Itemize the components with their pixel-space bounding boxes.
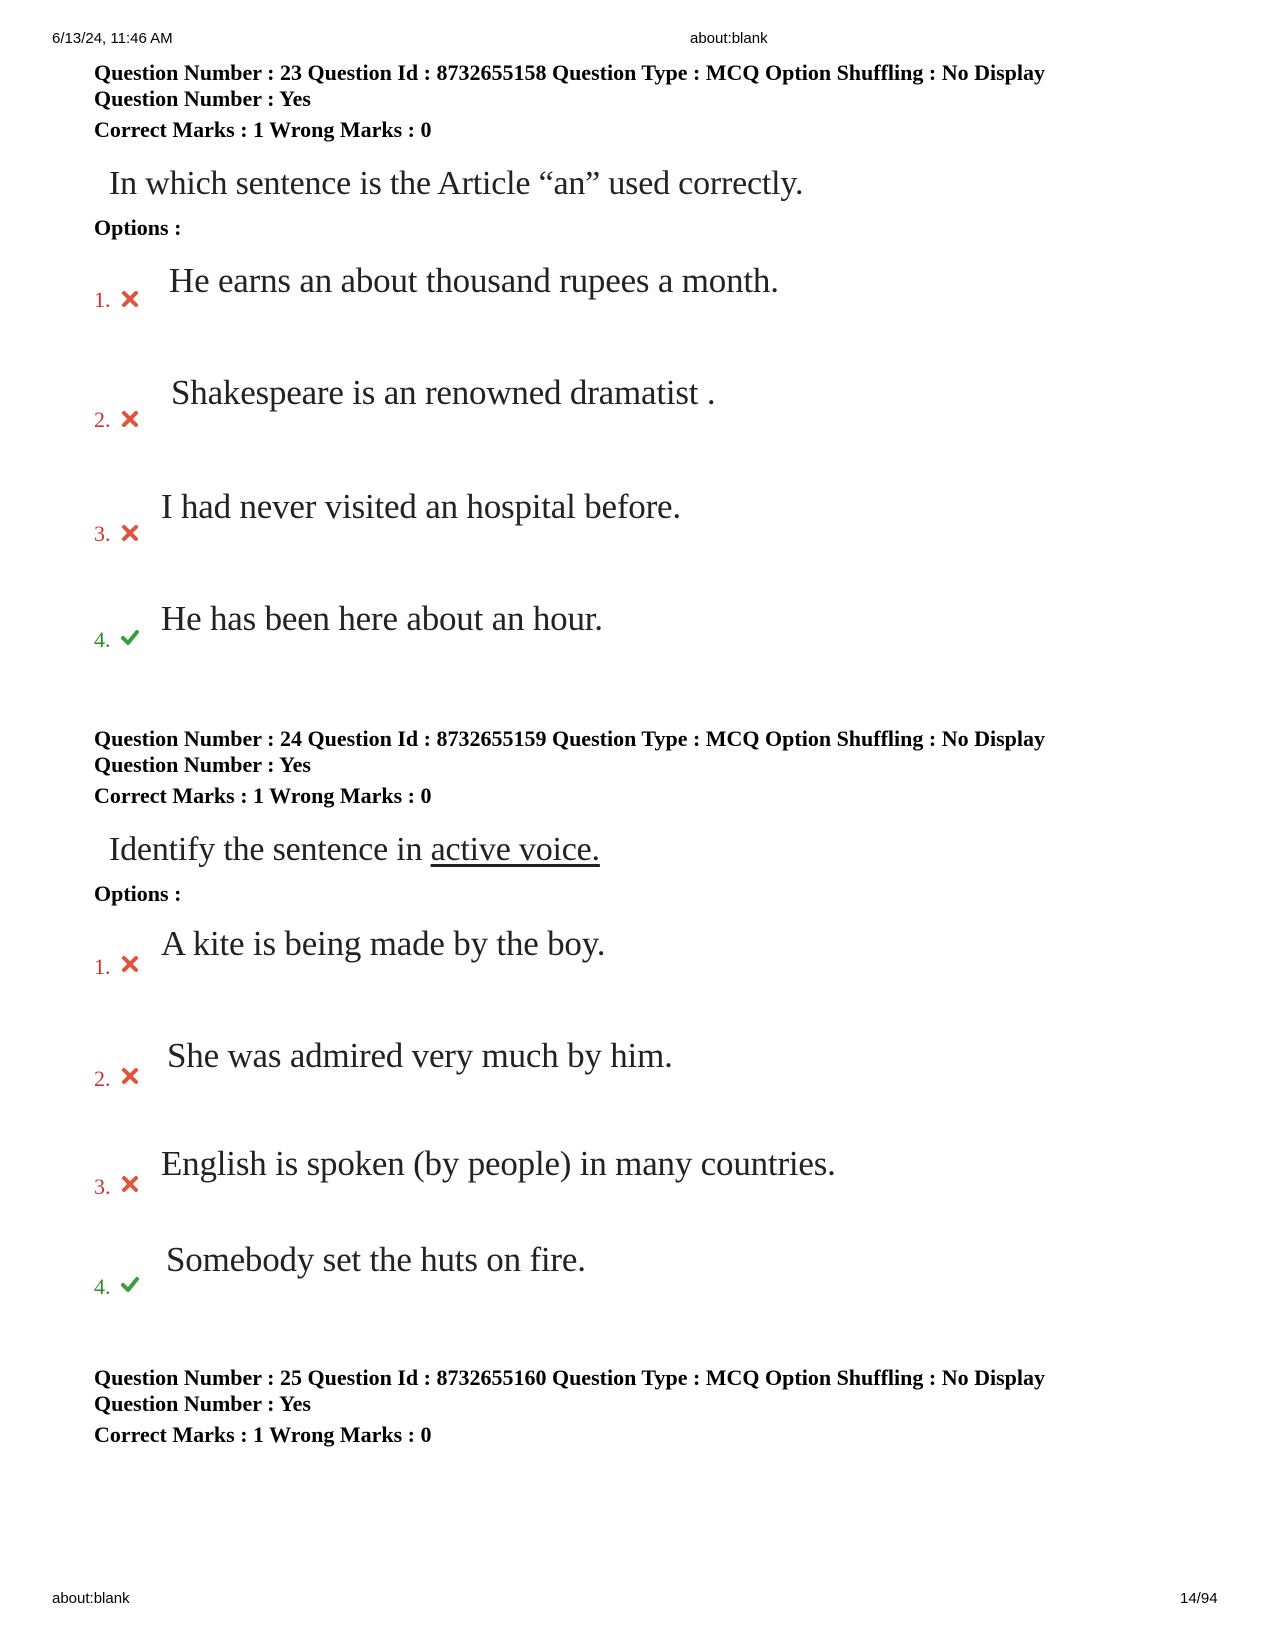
print-url: about:blank (52, 1590, 130, 1607)
cross-icon (120, 1066, 140, 1086)
option-text: He has been here about an hour. (161, 599, 603, 638)
question-25-block (94, 1365, 1214, 1448)
page-number: 14/94 (1180, 1590, 1218, 1607)
option-number: 3. (94, 1174, 111, 1199)
question-text-prefix: Identify the sentence in (109, 831, 431, 868)
question-meta-cont: Question Number : Yes (94, 752, 311, 777)
question-meta: Question Number : 24 Question Id : 8732655159 Question Type : MCQ Option Shuffling : No Display (94, 726, 1046, 751)
option-number: 2. (94, 1066, 111, 1091)
cross-icon (120, 289, 140, 309)
question-meta: Question Number : 23 Question Id : 8732655158 Question Type : MCQ Option Shuffling : No Display (94, 60, 1046, 85)
question-marks: Correct Marks : 1 Wrong Marks : 0 (94, 783, 432, 808)
question-24-block (94, 726, 1214, 907)
options-label: Options : (94, 881, 182, 906)
cross-icon (120, 1174, 140, 1194)
print-page-title: about:blank (690, 30, 768, 47)
option-4 (94, 1240, 1094, 1328)
cross-icon (120, 409, 140, 429)
option-number: 4. (94, 1274, 111, 1299)
check-icon (120, 627, 140, 647)
option-1 (94, 261, 1094, 345)
option-text: Somebody set the huts on fire. (166, 1240, 586, 1279)
option-3 (94, 487, 1094, 573)
option-number: 1. (94, 287, 111, 312)
option-text: She was admired very much by him. (167, 1036, 673, 1075)
question-23-block (94, 60, 1214, 241)
check-icon (120, 1274, 140, 1294)
question-meta-cont: Question Number : Yes (94, 1391, 311, 1416)
option-text: I had never visited an hospital before. (161, 487, 681, 526)
question-meta-cont: Question Number : Yes (94, 86, 311, 111)
option-number: 3. (94, 521, 111, 546)
option-4 (94, 599, 1094, 685)
option-text: A kite is being made by the boy. (161, 924, 606, 963)
cross-icon (120, 523, 140, 543)
question-text: In which sentence is the Article “an” used correctly. (109, 165, 804, 202)
option-number: 2. (94, 407, 111, 432)
question-meta: Question Number : 25 Question Id : 8732655160 Question Type : MCQ Option Shuffling : No Display (94, 1365, 1046, 1390)
question-text (109, 831, 1214, 869)
option-2 (94, 1036, 1094, 1124)
option-number: 1. (94, 954, 111, 979)
option-number: 4. (94, 627, 111, 652)
option-1 (94, 924, 1094, 1012)
cross-icon (120, 954, 140, 974)
option-text: Shakespeare is an renowned dramatist . (171, 373, 716, 412)
question-marks: Correct Marks : 1 Wrong Marks : 0 (94, 1422, 432, 1447)
options-label: Options : (94, 215, 182, 240)
question-marks: Correct Marks : 1 Wrong Marks : 0 (94, 117, 432, 142)
print-date: 6/13/24, 11:46 AM (52, 30, 173, 47)
question-text-underlined: active voice. (430, 831, 600, 868)
option-3 (94, 1144, 1094, 1232)
option-2 (94, 373, 1094, 457)
option-text: English is spoken (by people) in many countries. (161, 1144, 836, 1183)
option-text: He earns an about thousand rupees a month. (169, 261, 779, 300)
